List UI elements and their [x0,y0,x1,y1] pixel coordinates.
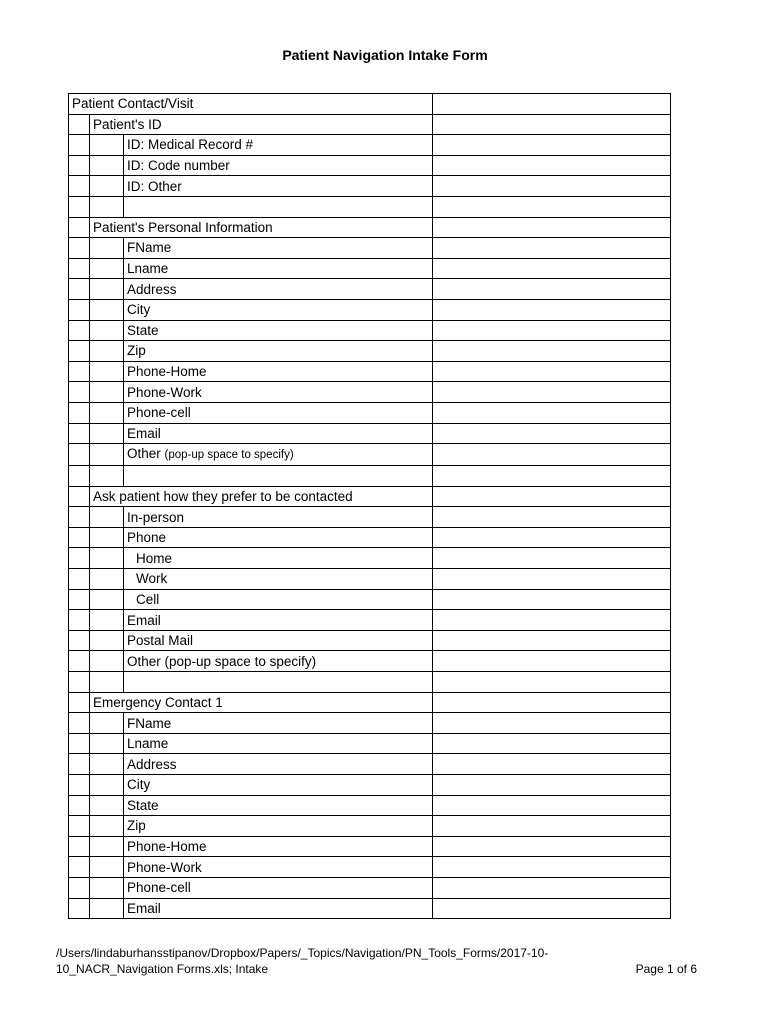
value-cell[interactable] [433,320,671,341]
table-row [69,713,671,734]
value-cell[interactable] [433,857,671,878]
field-label: State [124,320,433,341]
field-label: City [124,775,433,796]
field-label: FName [124,713,433,734]
field-label: Phone-Work [124,857,433,878]
value-cell[interactable] [433,402,671,423]
field-label: Phone-Home [124,836,433,857]
value-cell[interactable] [433,816,671,837]
value-cell[interactable] [433,630,671,651]
table-row [69,486,671,507]
table-row [69,589,671,610]
value-cell[interactable] [433,155,671,176]
page-title: Patient Navigation Intake Form [282,47,488,63]
footer-file-path [56,945,616,977]
table-row [69,754,671,775]
value-cell[interactable] [433,877,671,898]
field-label: Other (pop-up space to specify) [124,651,433,672]
table-row [69,548,671,569]
page-number: Page 1 of 6 [635,962,697,976]
value-cell[interactable] [433,466,671,487]
table-row [69,507,671,528]
field-label: State [124,795,433,816]
footer-path-line: /Users/lindaburhansstipanov/Dropbox/Papers/_Topics/Navigation/PN_Tools_Forms/2017-10- [56,946,549,960]
field-label: Email [124,898,433,919]
field-label: Address [124,754,433,775]
field-label: Postal Mail [124,630,433,651]
value-cell[interactable] [433,898,671,919]
value-cell[interactable] [433,692,671,713]
table-row [69,836,671,857]
value-cell[interactable] [433,238,671,259]
value-cell[interactable] [433,775,671,796]
field-label: Email [124,423,433,444]
field-label: Phone [124,527,433,548]
value-cell[interactable] [433,361,671,382]
table-row [69,672,671,693]
field-label: FName [124,238,433,259]
value-cell[interactable] [433,279,671,300]
table-row [69,135,671,156]
table-row [69,444,671,466]
field-label: In-person [124,507,433,528]
table-row [69,795,671,816]
value-cell[interactable] [433,486,671,507]
table-row [69,466,671,487]
field-label: Lname [124,733,433,754]
value-cell[interactable] [433,423,671,444]
field-label: ID: Other [124,176,433,197]
table-row [69,279,671,300]
table-row [69,816,671,837]
value-cell[interactable] [433,258,671,279]
table-row [69,238,671,259]
value-cell[interactable] [433,299,671,320]
value-cell[interactable] [433,507,671,528]
table-row [69,341,671,362]
table-row [69,775,671,796]
value-cell[interactable] [433,527,671,548]
table-row [69,423,671,444]
subsection-heading: Patient's Personal Information [90,217,433,238]
field-label: Email [124,610,433,631]
field-label-other: Other [127,446,161,462]
table-row [69,610,671,631]
table-row [69,155,671,176]
field-label: Phone-cell [124,877,433,898]
subsection-heading: Emergency Contact 1 [90,692,433,713]
table-row [69,217,671,238]
field-label: Work [124,569,433,590]
table-row [69,258,671,279]
value-cell[interactable] [433,754,671,775]
field-label: Cell [124,589,433,610]
field-label-note: (pop-up space to specify) [164,449,294,462]
table-row [69,898,671,919]
field-label: Home [124,548,433,569]
value-cell[interactable] [433,217,671,238]
table-row [69,114,671,135]
field-label: Zip [124,816,433,837]
value-cell[interactable] [433,836,671,857]
field-label: Zip [124,341,433,362]
table-row [69,692,671,713]
table-row [69,569,671,590]
value-cell[interactable] [433,94,671,115]
value-cell[interactable] [433,569,671,590]
table-row [69,527,671,548]
table-row [69,877,671,898]
field-label: Lname [124,258,433,279]
table-row [69,176,671,197]
footer-path-line: 10_NACR_Navigation Forms.xls; Intake [56,962,269,976]
subsection-heading: Ask patient how they prefer to be contacted [90,486,433,507]
value-cell[interactable] [433,135,671,156]
value-cell[interactable] [433,672,671,693]
subsection-heading: Patient's ID [90,114,433,135]
value-cell[interactable] [433,382,671,403]
value-cell[interactable] [433,589,671,610]
table-row [69,320,671,341]
value-cell[interactable] [433,176,671,197]
table-row [69,382,671,403]
field-label: Phone-Work [124,382,433,403]
field-label: City [124,299,433,320]
value-cell[interactable] [433,341,671,362]
intake-form-table [68,93,671,919]
value-cell[interactable] [433,651,671,672]
table-row [69,630,671,651]
field-label [124,444,433,466]
field-label: Phone-Home [124,361,433,382]
value-cell[interactable] [433,610,671,631]
field-label: ID: Medical Record # [124,135,433,156]
table-row [69,299,671,320]
value-cell[interactable] [433,713,671,734]
value-cell[interactable] [433,196,671,217]
field-label: ID: Code number [124,155,433,176]
value-cell[interactable] [433,114,671,135]
table-row [69,857,671,878]
section-heading: Patient Contact/Visit [69,94,433,115]
field-label: Phone-cell [124,402,433,423]
field-label: Address [124,279,433,300]
value-cell[interactable] [433,733,671,754]
value-cell[interactable] [433,548,671,569]
table-row [69,402,671,423]
table-row [69,94,671,115]
table-row [69,651,671,672]
value-cell[interactable] [433,795,671,816]
table-row [69,733,671,754]
value-cell[interactable] [433,444,671,466]
table-row [69,361,671,382]
table-row [69,196,671,217]
